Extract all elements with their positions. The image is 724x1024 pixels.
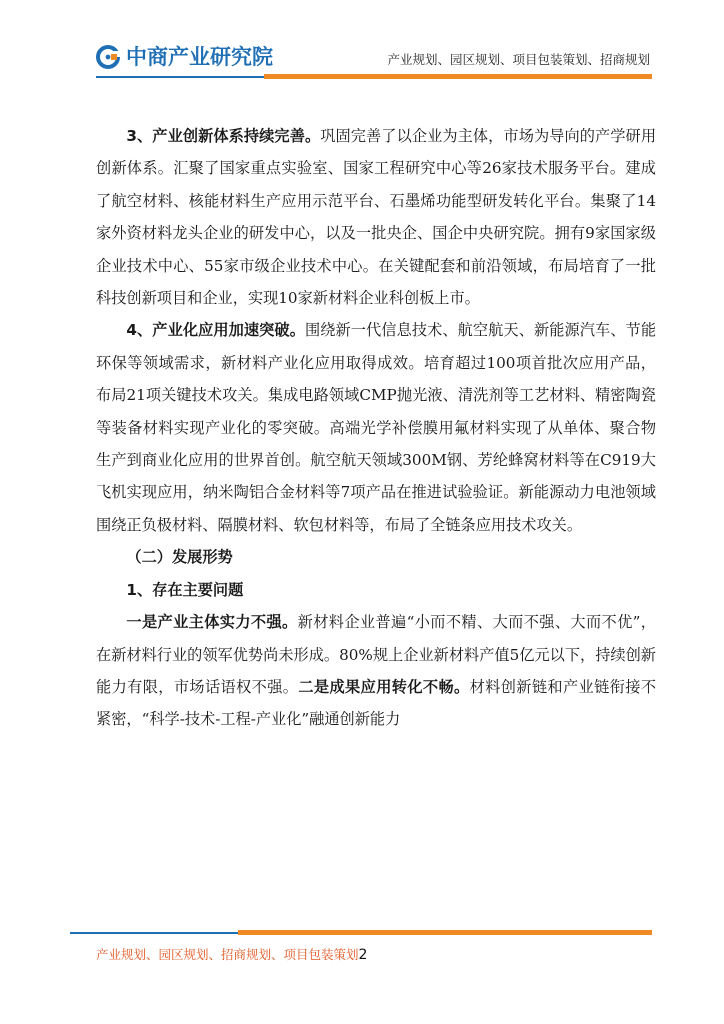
paragraph-text: 围绕新一代信息技术、航空航天、新能源汽车、节能环保等领域需求，新材料产业化应用取得成效。培育超过100项首批次应用产品，布局21项关键技术攻关。集成电路领域CMP抛光液、清洗剂等工艺材料、精密陶瓷等装备材料实现产业化的零突破。高端光学补偿膜用氟材料实现了从单体、聚合物生产到商业化应用的世界首创。航空航天领域300M钢、芳纶蜂窝材料等在C919大飞机实现应用，纳米陶铝合金材料等7项产品在推进试验验证。新能源动力电池领域围绕正负极材料、隔膜材料、软包材料等，布局了全链条应用技术攻关。 bbox=[96, 321, 656, 534]
paragraph-text: 巩固完善了以企业为主体，市场为导向的产学研用创新体系。汇聚了国家重点实验室、国家工程研究中心等26家技术服务平台。建成了航空材料、核能材料生产应用示范平台、石墨烯功能型研发转化平台。集聚了14家外资材料龙头企业的研发中心，以及一批央企、国企中央研究院。拥有9家国家级企业技术中心、55家市级企业技术中心。在关键配套和前沿领域，布局培育了一批科技创新项目和企业，实现10家新材料企业科创板上市。 bbox=[96, 127, 656, 308]
paragraph-heading: 一是产业主体实力不强。 bbox=[126, 613, 298, 632]
paragraph-text: 新材料企业普遍“小而不精、大而不强、大而不优”，在新材料行业的领军优势尚未形成。80%规上企业新材料产值5亿元以下，持续创新能力有限，市场话语权不强。 bbox=[96, 613, 656, 696]
header-tagline: 产业规划、园区规划、项目包装策划、招商规划 bbox=[387, 52, 650, 67]
logo-text: 中商产业研究院 bbox=[126, 45, 273, 69]
page-header bbox=[0, 0, 724, 80]
page-footer bbox=[96, 945, 367, 963]
header-rule-blue bbox=[96, 76, 264, 78]
paragraph-text: 材料创新链和产业链衔接不紧密，“科学-技术-工程-产业化”融通创新能力 bbox=[96, 677, 657, 729]
paragraph-innovation-system bbox=[96, 120, 656, 314]
paragraph-heading: 二是成果应用转化不畅。 bbox=[298, 677, 470, 696]
logo-icon bbox=[96, 45, 120, 69]
page-number: 2 bbox=[358, 947, 368, 963]
paragraph-main-problems bbox=[96, 606, 656, 736]
subsection-title: 1、存在主要问题 bbox=[126, 580, 244, 599]
section-title: （二）发展形势 bbox=[126, 548, 233, 567]
paragraph-heading: 3、产业创新体系持续完善。 bbox=[126, 127, 321, 145]
document-body bbox=[96, 120, 656, 736]
paragraph-heading: 4、产业化应用加速突破。 bbox=[126, 321, 305, 340]
footer-text: 产业规划、园区规划、招商规划、项目包装策划 bbox=[96, 947, 359, 962]
company-logo bbox=[96, 44, 273, 70]
footer-rule-blue bbox=[70, 932, 238, 934]
header-rule-orange bbox=[264, 74, 652, 79]
paragraph-industrialization bbox=[96, 314, 656, 541]
footer-rule-orange bbox=[238, 930, 652, 935]
